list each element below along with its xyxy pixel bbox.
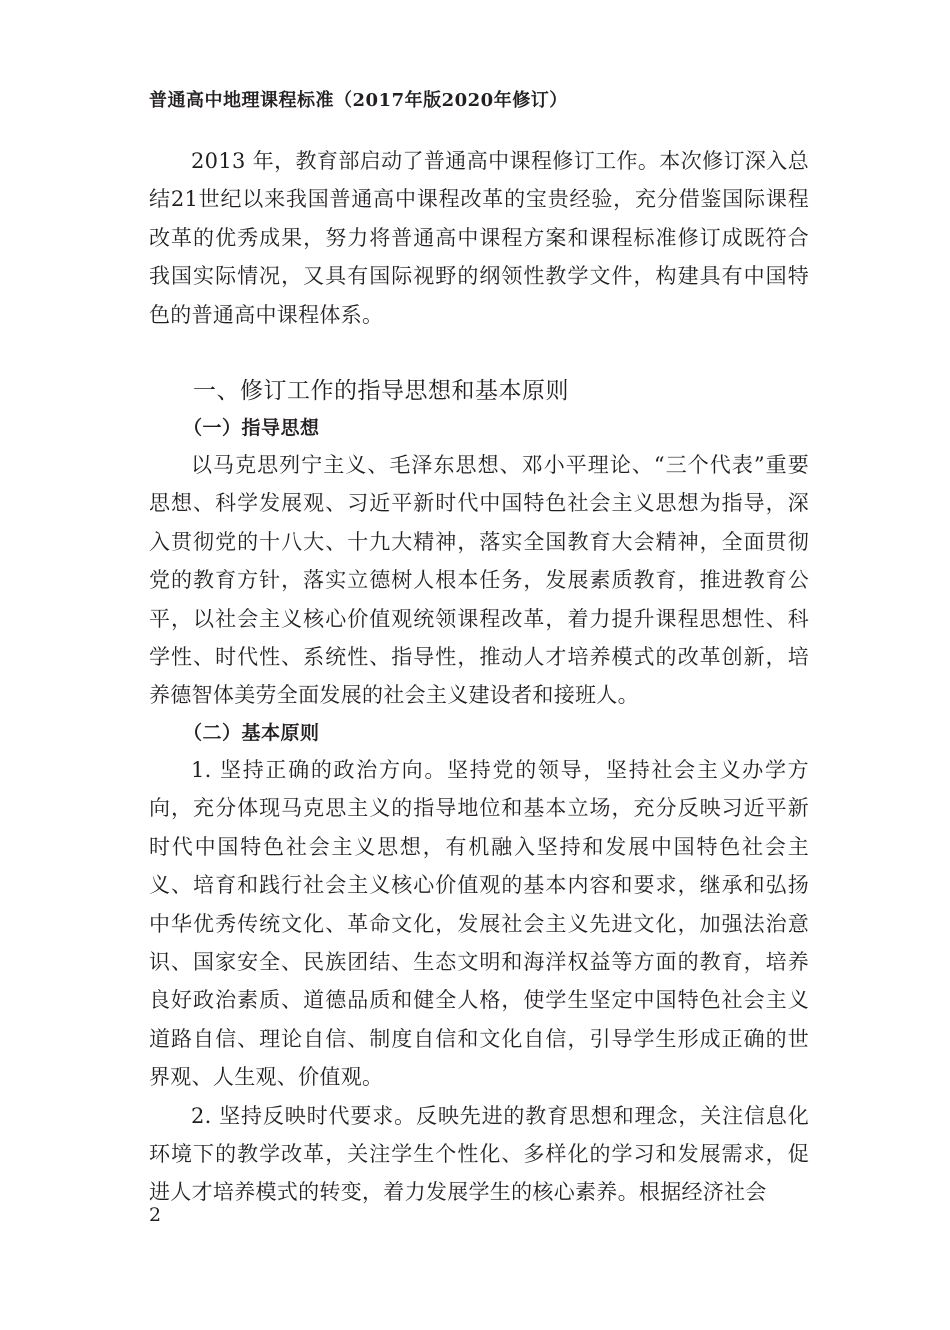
page-number: 2 bbox=[149, 1204, 162, 1226]
subsection-heading-basic-principles: （二）基本原则 bbox=[183, 721, 320, 744]
section-heading: 一、修订工作的指导思想和基本原则 bbox=[193, 378, 569, 405]
page-body bbox=[149, 142, 809, 1212]
principle-2-paragraph: 2. 坚持反映时代要求。反映先进的教育思想和理念，关注信息化环境下的教学改革，关注学生个性化、多样化的学习和发展需求，促进人才培养模式的转变，着力发展学生的核心素养。根据经济社会 bbox=[149, 1103, 809, 1205]
intro-paragraph: 2013 年，教育部启动了普通高中课程修订工作。本次修订深入总结21世纪以来我国普通高中课程改革的宝贵经验，充分借鉴国际课程改革的优秀成果，努力将普通高中课程方案和课程标准修订成既符合我国实际情况，又具有国际视野的纲领性教学文件，构建具有中国特色的普通高中课程体系。 bbox=[149, 149, 809, 327]
principle-1-paragraph: 1. 坚持正确的政治方向。坚持党的领导，坚持社会主义办学方向，充分体现马克思主义的指导地位和基本立场，充分反映习近平新时代中国特色社会主义思想，有机融入坚持和发展中国特色社会主义、培育和践行社会主义核心价值观的基本内容和要求，继承和弘扬中华优秀传统文化、革命文化，发展社会主义先进文化，加强法治意识、国家安全、民族团结、生态文明和海洋权益等方面的教育，培养良好政治素质、道德品质和健全人格，使学生坚定中国特色社会主义道路自信、理论自信、制度自信和文化自信，引导学生形成正确的世界观、人生观、价值观。 bbox=[149, 757, 809, 1090]
running-header: 普通高中地理课程标准（2017年版2020年修订） bbox=[149, 90, 568, 111]
guiding-ideology-paragraph: 以马克思列宁主义、毛泽东思想、邓小平理论、“三个代表”重要思想、科学发展观、习近平新时代中国特色社会主义思想为指导，深入贯彻党的十八大、十九大精神，落实全国教育大会精神，全面贯彻党的教育方针，落实立德树人根本任务，发展素质教育，推进教育公平，以社会主义核心价值观统领课程改革，着力提升课程思想性、科学性、时代性、系统性、指导性，推动人才培养模式的改革创新，培养德智体美劳全面发展的社会主义建设者和接班人。 bbox=[149, 453, 809, 708]
subsection-heading-guiding-ideology: （一）指导思想 bbox=[183, 417, 320, 440]
